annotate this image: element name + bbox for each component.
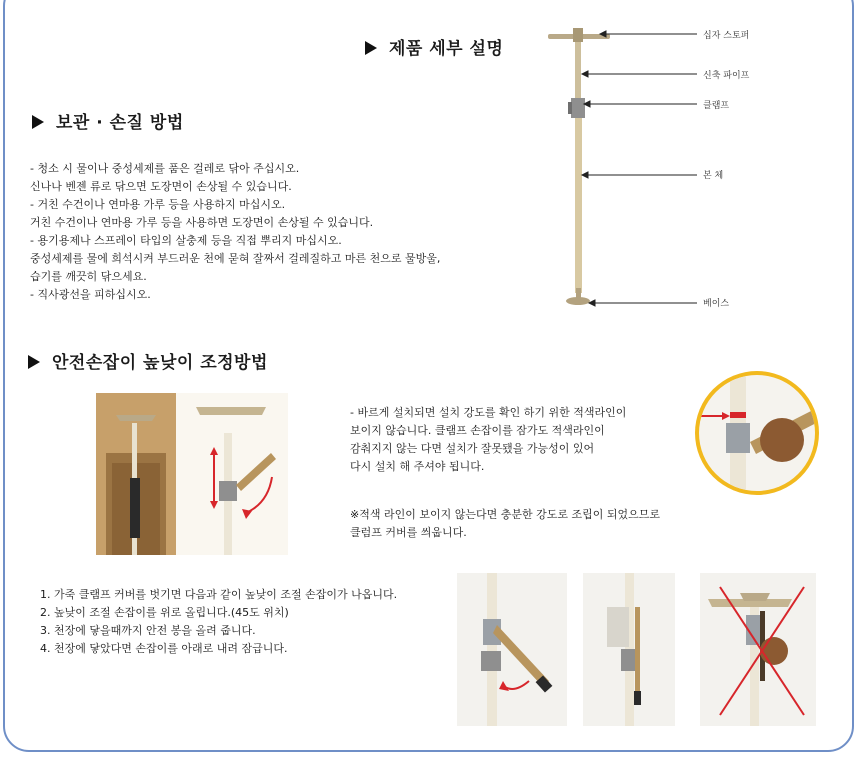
note-line: ※적색 라인이 보이지 않는다면 충분한 강도로 조립이 되었으므로 [350,508,660,521]
care-line: - 용기용제나 스프레이 타입의 살충제 등을 직접 뿌리지 마십시오. [30,234,342,247]
care-section-heading [32,108,184,133]
care-line: - 청소 시 물이나 중성세제를 품은 걸레로 닦아 주십시오. [30,162,300,175]
step-item: 3. 천장에 닿을때까지 안전 봉을 올려 줍니다. [40,624,256,637]
step-photo-handle-raised [583,573,675,726]
care-line: - 거친 수건이나 연마용 가루 등을 사용하지 마십시오. [30,198,286,211]
redline-line: - 바르게 설치되면 설치 강도를 확인 하기 위한 적색라인이 [350,406,627,419]
base-shape [566,297,590,305]
triangle-bullet-icon [365,41,377,55]
care-line: 중성세제를 물에 희석시켜 부드러운 천에 묻혀 잘짜서 걸레질하고 마른 천으로 물방울, [30,252,441,265]
redline-line: 감춰지지 않는 다면 설치가 잘못됐을 가능성이 있어 [350,442,595,455]
step-photo-handle-lowered [457,573,567,726]
cover-note [350,506,660,542]
safety-section-heading [28,348,268,373]
part-label-telescopic-pipe: 신축 파이프 [703,71,750,81]
step-item: 1. 가죽 클램프 커버를 벗기면 다음과 같이 높낮이 조절 손잡이가 나옵니다. [40,588,398,601]
step-item: 4. 천장에 닿았다면 손잡이를 아래로 내려 잠급니다. [40,642,288,655]
care-line: 거친 수건이나 연마용 가루 등을 사용하면 도장면이 손상될 수 있습니다. [30,216,374,229]
redline-line: 보이지 않습니다. 클램프 손잡이를 잠가도 적색라인이 [350,424,605,437]
body-pole-shape [575,118,582,293]
care-line: 습기를 깨끗히 닦으세요. [30,270,147,283]
care-line: - 직사광선을 피하십시오. [30,288,151,301]
step-photo-incorrect [700,573,816,726]
safety-section-title: 안전손잡이 높낮이 조정방법 [52,353,268,373]
redline-closeup-photo [692,368,822,498]
step-item: 2. 높낮이 조절 손잡이를 위로 올립니다.(45도 위치) [40,606,289,619]
telescopic-pipe-shape [575,42,581,102]
triangle-bullet-icon [28,355,40,369]
part-label-cross-stopper: 십자 스토퍼 [703,31,750,41]
part-label-body: 본 체 [703,171,724,181]
redline-line: 다시 설치 해 주셔야 됩니다. [350,460,485,473]
clamp-shape [571,98,585,118]
adjustment-steps [40,586,397,658]
redline-explanation [350,404,626,476]
care-section-title: 보관 · 손질 방법 [56,113,184,133]
installed-pole-photo [96,393,288,555]
product-diagram [540,20,720,320]
note-line: 클럼프 커버를 씌웁니다. [350,526,467,539]
part-label-clamp: 클램프 [703,101,730,111]
triangle-bullet-icon [32,115,44,129]
care-line: 신나나 벤젠 류로 닦으면 도장면이 손상될 수 있습니다. [30,180,292,193]
care-instructions [30,160,440,304]
part-label-base: 베이스 [703,299,730,309]
detail-section-heading [365,34,503,59]
detail-section-title: 제품 세부 설명 [389,39,504,59]
